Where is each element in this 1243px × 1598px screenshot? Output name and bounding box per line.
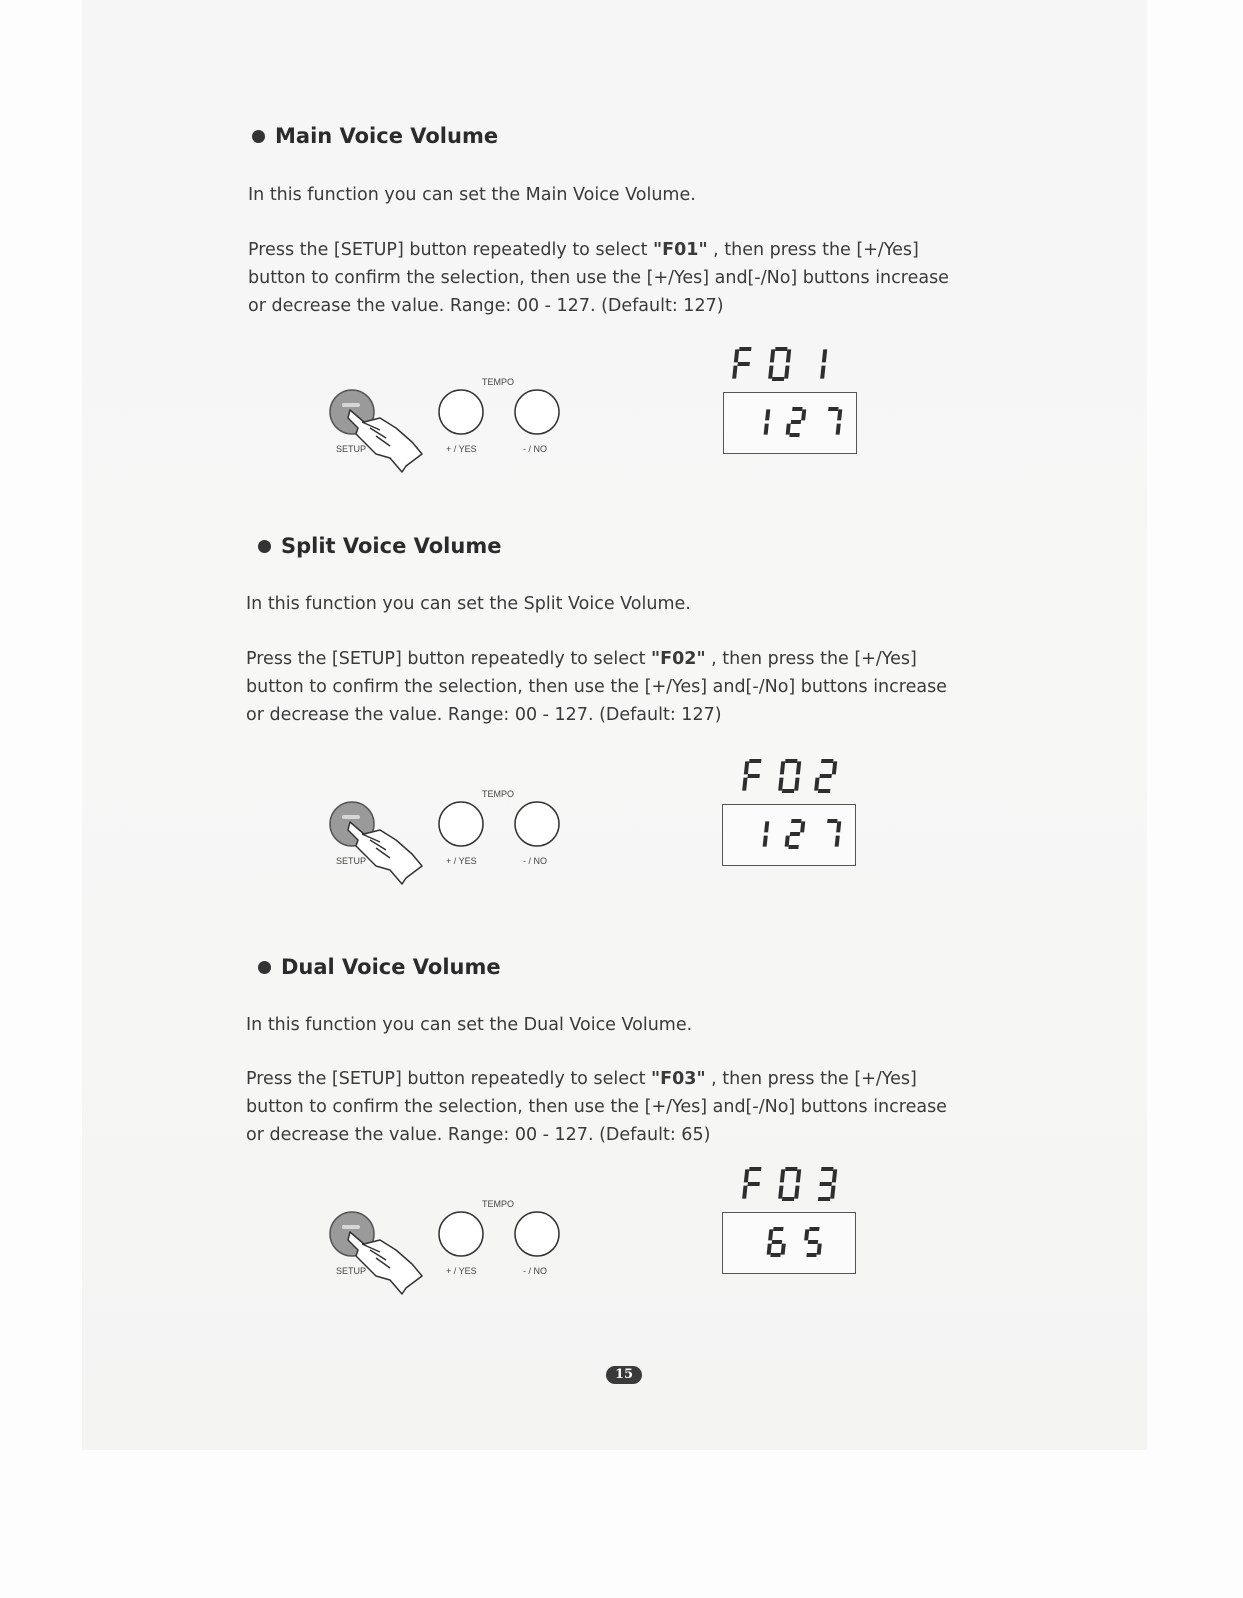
lcd-segment bbox=[737, 362, 749, 366]
lcd-segment bbox=[836, 821, 841, 832]
lcd-segment bbox=[775, 347, 787, 351]
lcd-segment bbox=[819, 774, 831, 778]
lcd-segment bbox=[742, 778, 747, 791]
lcd-digit bbox=[785, 407, 806, 437]
lcd-segment bbox=[770, 1253, 780, 1257]
bullet-dot-icon bbox=[258, 540, 271, 553]
section-title: Dual Voice Volume bbox=[281, 955, 501, 979]
instruction-line: Press the [SETUP] button repeatedly to select bbox=[246, 1069, 652, 1089]
no-label: - / NO bbox=[523, 1266, 547, 1276]
instruction-text bbox=[246, 1065, 947, 1149]
function-code: "F01" bbox=[653, 240, 708, 260]
tempo-label: TEMPO bbox=[482, 789, 515, 799]
lcd-digit bbox=[814, 759, 838, 793]
lcd-segment bbox=[763, 836, 768, 847]
lcd-segment bbox=[818, 1197, 830, 1201]
lcd-segment bbox=[782, 789, 794, 793]
lcd-segment bbox=[778, 1186, 783, 1199]
lcd-segment bbox=[734, 349, 739, 362]
lcd-segment bbox=[765, 409, 770, 420]
yes-label: + / YES bbox=[446, 444, 477, 454]
lcd-segment bbox=[785, 1167, 797, 1171]
lcd-digit bbox=[818, 1167, 838, 1201]
lcd-digit bbox=[778, 1167, 802, 1201]
lcd-value-digits bbox=[723, 1213, 853, 1271]
instruction-line: Press the [SETUP] button repeatedly to select bbox=[246, 649, 652, 669]
setup-button-led bbox=[342, 1225, 360, 1229]
lcd-segment bbox=[827, 819, 837, 823]
bullet-dot-icon bbox=[252, 130, 265, 143]
no-label: - / NO bbox=[523, 444, 547, 454]
lcd-segment bbox=[792, 407, 802, 411]
no-button[interactable] bbox=[515, 390, 559, 434]
instruction-line: Press the [SETUP] button repeatedly to select bbox=[248, 240, 654, 260]
lcd-digit bbox=[732, 347, 751, 379]
lcd-function-digits bbox=[742, 754, 872, 798]
lcd-segment bbox=[785, 836, 790, 847]
no-label: - / NO bbox=[523, 856, 547, 866]
instruction-text bbox=[248, 236, 949, 320]
lcd-value-digits bbox=[723, 805, 853, 863]
lcd-segment bbox=[786, 424, 791, 435]
lcd-segment bbox=[820, 366, 825, 379]
lcd-segment bbox=[767, 1244, 772, 1255]
lcd-segment bbox=[822, 349, 827, 362]
lcd-segment bbox=[749, 759, 761, 763]
lcd-segment bbox=[794, 778, 799, 791]
lcd-digit bbox=[826, 407, 843, 435]
instruction-text bbox=[246, 645, 947, 729]
setup-button-led bbox=[342, 403, 360, 407]
lcd-segment bbox=[818, 789, 830, 793]
lcd-segment bbox=[778, 778, 783, 791]
lcd-digit bbox=[742, 759, 761, 791]
lcd-segment bbox=[768, 1229, 773, 1240]
lcd-digit bbox=[825, 819, 842, 847]
lcd-segment bbox=[785, 759, 797, 763]
button-panel bbox=[320, 782, 580, 896]
lcd-segment bbox=[732, 366, 737, 379]
no-button[interactable] bbox=[515, 1212, 559, 1256]
lcd-value-display bbox=[722, 804, 856, 866]
panel-illustration bbox=[320, 370, 580, 480]
setup-label: SETUP bbox=[336, 1266, 367, 1276]
lcd-segment bbox=[744, 1169, 749, 1182]
lcd-segment bbox=[747, 1182, 759, 1186]
instruction-line: , then press the [+/Yes] bbox=[705, 1069, 917, 1089]
tempo-label: TEMPO bbox=[482, 1199, 515, 1209]
lcd-segment bbox=[788, 845, 798, 849]
panel-illustration bbox=[320, 782, 580, 892]
lcd-segment bbox=[782, 1197, 794, 1201]
lcd-segment bbox=[837, 409, 842, 420]
setup-label: SETUP bbox=[336, 444, 367, 454]
instruction-line: , then press the [+/Yes] bbox=[707, 240, 919, 260]
lcd-segment bbox=[789, 433, 799, 437]
lcd-segment bbox=[801, 409, 806, 420]
intro-text: In this function you can set the Split Voice Volume. bbox=[246, 594, 691, 614]
lcd-digit bbox=[742, 1167, 761, 1199]
lcd-segment bbox=[791, 819, 801, 823]
lcd-segment bbox=[817, 1244, 822, 1255]
lcd-value-display bbox=[723, 392, 857, 454]
instruction-line: or decrease the value. Range: 00 - 127. (Default: 65) bbox=[246, 1125, 711, 1145]
lcd-segment bbox=[796, 761, 801, 774]
lcd-segment bbox=[794, 1186, 799, 1199]
lcd-segment bbox=[772, 1240, 782, 1244]
lcd-digit bbox=[764, 409, 771, 434]
lcd-function-display bbox=[732, 342, 862, 390]
yes-label: + / YES bbox=[446, 1266, 477, 1276]
lcd-segment bbox=[821, 1167, 833, 1171]
instruction-line: or decrease the value. Range: 00 - 127. (Default: 127) bbox=[246, 705, 722, 725]
pointing-hand-icon bbox=[348, 822, 422, 884]
lcd-function-display bbox=[742, 754, 872, 802]
button-panel bbox=[320, 370, 580, 484]
lcd-segment bbox=[742, 1186, 747, 1199]
lcd-segment bbox=[808, 1240, 818, 1244]
lcd-segment bbox=[836, 424, 841, 435]
function-code: "F02" bbox=[651, 649, 706, 669]
lcd-digit bbox=[778, 759, 802, 793]
lcd-segment bbox=[773, 1227, 783, 1231]
yes-button[interactable] bbox=[439, 390, 483, 434]
lcd-digit bbox=[784, 819, 805, 849]
lcd-value-display bbox=[722, 1212, 856, 1274]
lcd-segment bbox=[764, 821, 769, 832]
instruction-line: button to confirm the selection, then use the [+/Yes] and[-/No] buttons increase bbox=[248, 268, 949, 288]
section-title: Split Voice Volume bbox=[281, 534, 502, 558]
lcd-segment bbox=[790, 832, 800, 836]
lcd-segment bbox=[832, 1169, 837, 1182]
page-number: 15 bbox=[606, 1366, 642, 1384]
function-code: "F03" bbox=[651, 1069, 706, 1089]
lcd-segment bbox=[770, 349, 775, 362]
lcd-segment bbox=[747, 774, 759, 778]
lcd-segment bbox=[768, 366, 773, 379]
lcd-digit bbox=[768, 347, 792, 381]
lcd-segment bbox=[828, 407, 838, 411]
tempo-label: TEMPO bbox=[482, 377, 515, 387]
yes-label: + / YES bbox=[446, 856, 477, 866]
section-heading bbox=[258, 534, 501, 558]
lcd-segment bbox=[791, 420, 801, 424]
intro-text: In this function you can set the Main Voice Volume. bbox=[248, 185, 696, 205]
lcd-segment bbox=[800, 821, 805, 832]
instruction-line: or decrease the value. Range: 00 - 127. (Default: 127) bbox=[248, 296, 724, 316]
lcd-segment bbox=[749, 1167, 761, 1171]
lcd-segment bbox=[781, 1244, 786, 1255]
lcd-segment bbox=[821, 759, 833, 763]
bullet-dot-icon bbox=[258, 961, 271, 974]
lcd-segment bbox=[796, 1169, 801, 1182]
lcd-digit bbox=[763, 821, 770, 846]
pointing-hand-icon bbox=[348, 1232, 422, 1294]
lcd-function-digits bbox=[742, 1162, 872, 1206]
button-panel bbox=[320, 1192, 580, 1306]
lcd-segment bbox=[764, 424, 769, 435]
lcd-segment bbox=[780, 1169, 785, 1182]
lcd-segment bbox=[744, 761, 749, 774]
intro-text: In this function you can set the Dual Voice Volume. bbox=[246, 1015, 693, 1035]
lcd-segment bbox=[814, 778, 819, 791]
lcd-value-digits bbox=[724, 393, 854, 451]
section-heading bbox=[252, 124, 498, 148]
no-button[interactable] bbox=[515, 802, 559, 846]
lcd-segment bbox=[804, 1229, 809, 1240]
lcd-segment bbox=[830, 1186, 835, 1199]
lcd-segment bbox=[739, 347, 751, 351]
panel-illustration bbox=[320, 1192, 580, 1302]
lcd-digit bbox=[820, 349, 827, 378]
lcd-digit bbox=[802, 1227, 823, 1257]
instruction-line: button to confirm the selection, then use the [+/Yes] and[-/No] buttons increase bbox=[246, 677, 947, 697]
lcd-segment bbox=[780, 761, 785, 774]
lcd-segment bbox=[819, 1182, 831, 1186]
yes-button[interactable] bbox=[439, 1212, 483, 1256]
lcd-digit bbox=[766, 1227, 787, 1257]
lcd-segment bbox=[835, 836, 840, 847]
lcd-segment bbox=[784, 366, 789, 379]
lcd-segment bbox=[809, 1227, 819, 1231]
lcd-segment bbox=[772, 377, 784, 381]
lcd-segment bbox=[832, 761, 837, 774]
lcd-segment bbox=[786, 349, 791, 362]
instruction-line: button to confirm the selection, then use the [+/Yes] and[-/No] buttons increase bbox=[246, 1097, 947, 1117]
lcd-segment bbox=[806, 1253, 816, 1257]
section-heading bbox=[258, 955, 501, 979]
lcd-function-digits bbox=[732, 342, 862, 386]
setup-label: SETUP bbox=[336, 856, 367, 866]
section-title: Main Voice Volume bbox=[275, 124, 499, 148]
setup-button-led bbox=[342, 815, 360, 819]
lcd-function-display bbox=[742, 1162, 872, 1210]
yes-button[interactable] bbox=[439, 802, 483, 846]
pointing-hand-icon bbox=[348, 410, 422, 472]
instruction-line: , then press the [+/Yes] bbox=[705, 649, 917, 669]
